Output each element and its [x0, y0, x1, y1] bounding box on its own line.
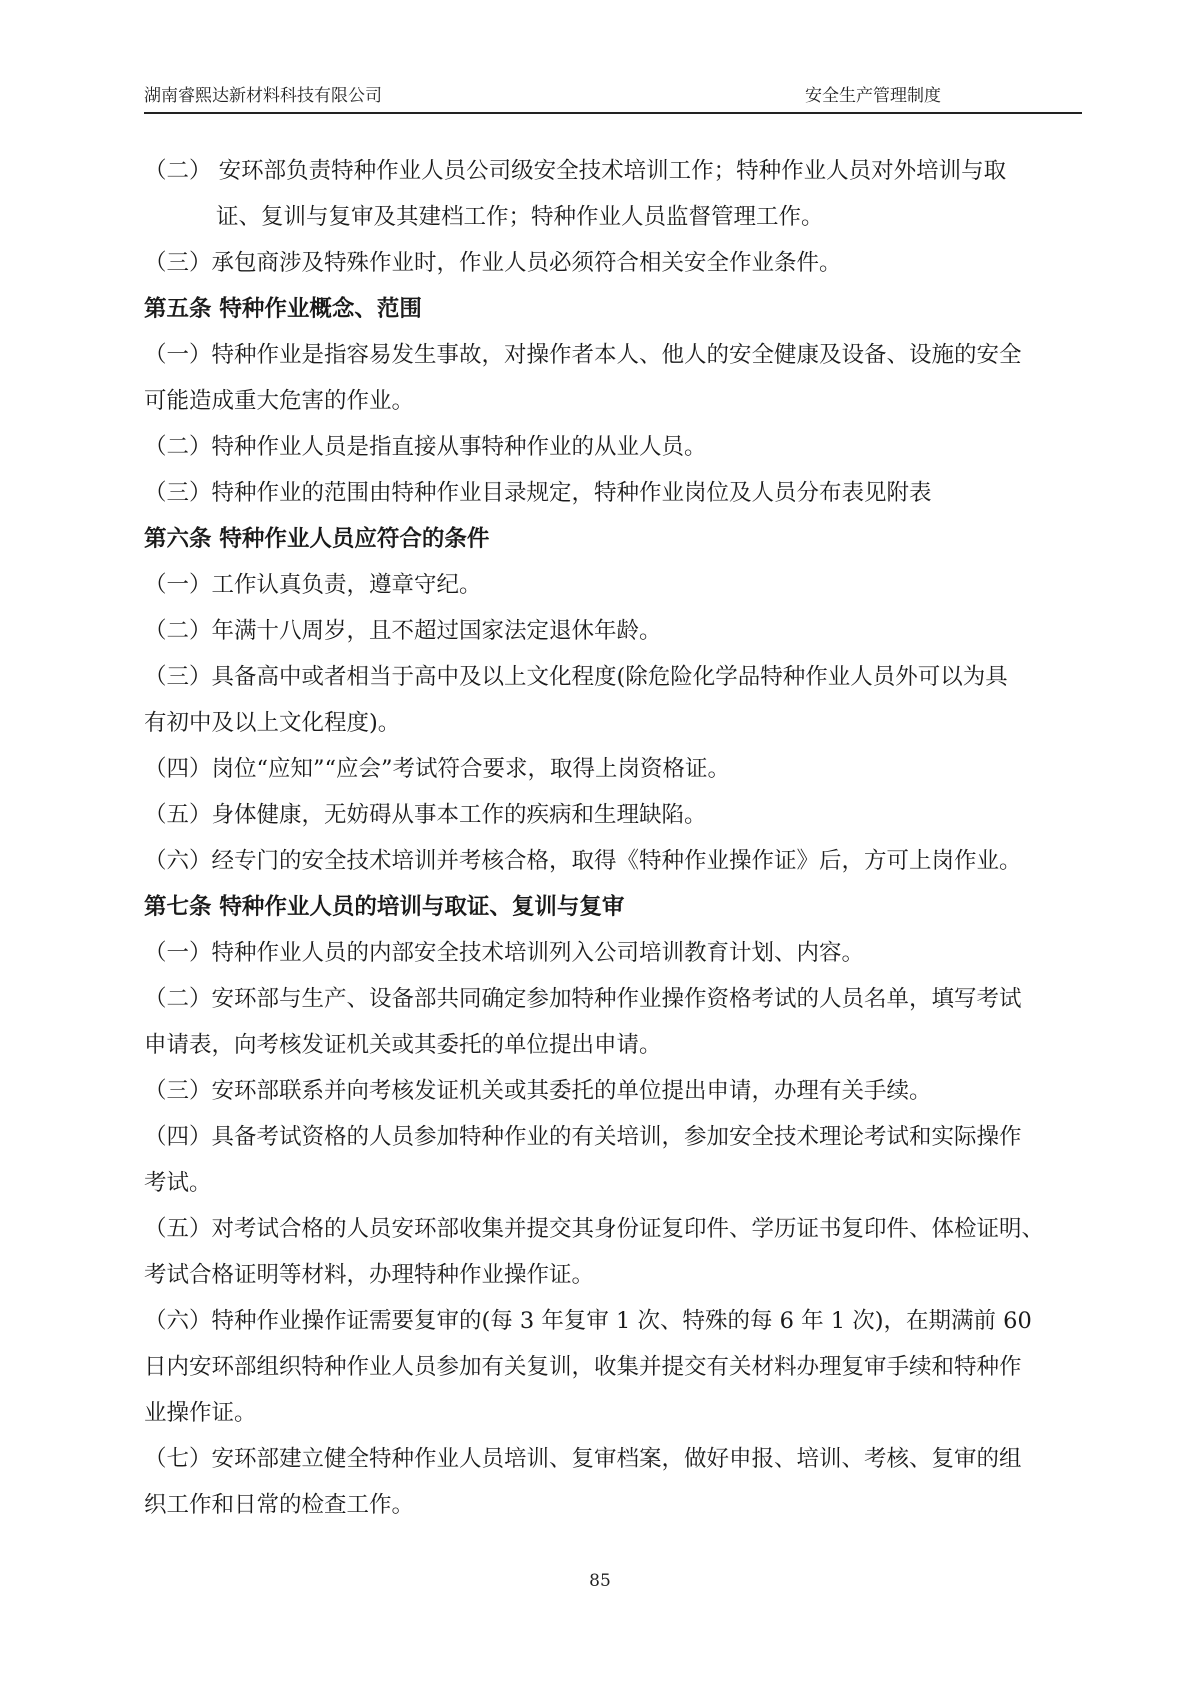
paragraph-line: 日内安环部组织特种作业人员参加有关复训，收集并提交有关材料办理复审手续和特种作: [144, 1354, 1022, 1380]
section-heading: 第五条 特种作业概念、范围: [144, 296, 422, 322]
paragraph-line: （七）安环部建立健全特种作业人员培训、复审档案，做好申报、培训、考核、复审的组: [144, 1446, 1022, 1472]
paragraph-line: （五）对考试合格的人员安环部收集并提交其身份证复印件、学历证书复印件、体检证明、: [144, 1216, 1045, 1242]
paragraph-line: （二）特种作业人员是指直接从事特种作业的从业人员。: [144, 434, 707, 460]
company-name: 湖南睿熙达新材料科技有限公司: [144, 86, 382, 106]
paragraph-line: 业操作证。: [144, 1400, 257, 1426]
paragraph-line: （四）具备考试资格的人员参加特种作业的有关培训，参加安全技术理论考试和实际操作: [144, 1124, 1022, 1150]
paragraph-line: （三）特种作业的范围由特种作业目录规定，特种作业岗位及人员分布表见附表: [144, 480, 932, 506]
paragraph-line: （三）具备高中或者相当于高中及以上文化程度(除危险化学品特种作业人员外可以为具: [144, 664, 1008, 690]
paragraph-line: （三）承包商涉及特殊作业时，作业人员必须符合相关安全作业条件。: [144, 250, 842, 276]
paragraph-line: 有初中及以上文化程度)。: [144, 710, 401, 736]
paragraph-line: 织工作和日常的检查工作。: [144, 1492, 415, 1518]
paragraph-line: （二）安环部与生产、设备部共同确定参加特种作业操作资格考试的人员名单，填写考试: [144, 986, 1022, 1012]
paragraph-line: （二）年满十八周岁，且不超过国家法定退休年龄。: [144, 618, 662, 644]
page-header: [144, 80, 1082, 114]
paragraph-line: （二） 安环部负责特种作业人员公司级安全技术培训工作；特种作业人员对外培训与取: [144, 158, 1007, 184]
paragraph-line: （五）身体健康，无妨碍从事本工作的疾病和生理缺陷。: [144, 802, 707, 828]
paragraph-line: （六）经专门的安全技术培训并考核合格，取得《特种作业操作证》后，方可上岗作业。: [144, 848, 1022, 874]
section-heading: 第七条 特种作业人员的培训与取证、复训与复审: [144, 894, 625, 920]
paragraph-line: 考试。: [144, 1170, 212, 1196]
paragraph-line: （一）特种作业是指容易发生事故，对操作者本人、他人的安全健康及设备、设施的安全: [144, 342, 1022, 368]
paragraph-line: （一）工作认真负责，遵章守纪。: [144, 572, 482, 598]
paragraph-line: （三）安环部联系并向考核发证机关或其委托的单位提出申请，办理有关手续。: [144, 1078, 932, 1104]
section-heading: 第六条 特种作业人员应符合的条件: [144, 526, 490, 552]
paragraph-line: 可能造成重大危害的作业。: [144, 388, 415, 414]
document-body: [144, 148, 1082, 1528]
paragraph-line: 申请表，向考核发证机关或其委托的单位提出申请。: [144, 1032, 662, 1058]
paragraph-line: 证、复训与复审及其建档工作；特种作业人员监督管理工作。: [216, 204, 824, 230]
paragraph-line: （四）岗位“应知”“应会”考试符合要求，取得上岗资格证。: [144, 756, 731, 782]
page-number: 85: [589, 1571, 611, 1591]
paragraph-line: 考试合格证明等材料，办理特种作业操作证。: [144, 1262, 595, 1288]
document-title: 安全生产管理制度: [805, 86, 941, 106]
paragraph-line: （六）特种作业操作证需要复审的(每 3 年复审 1 次、特殊的每 6 年 1 次)，在期满前 60: [144, 1308, 1032, 1334]
paragraph-line: （一）特种作业人员的内部安全技术培训列入公司培训教育计划、内容。: [144, 940, 865, 966]
